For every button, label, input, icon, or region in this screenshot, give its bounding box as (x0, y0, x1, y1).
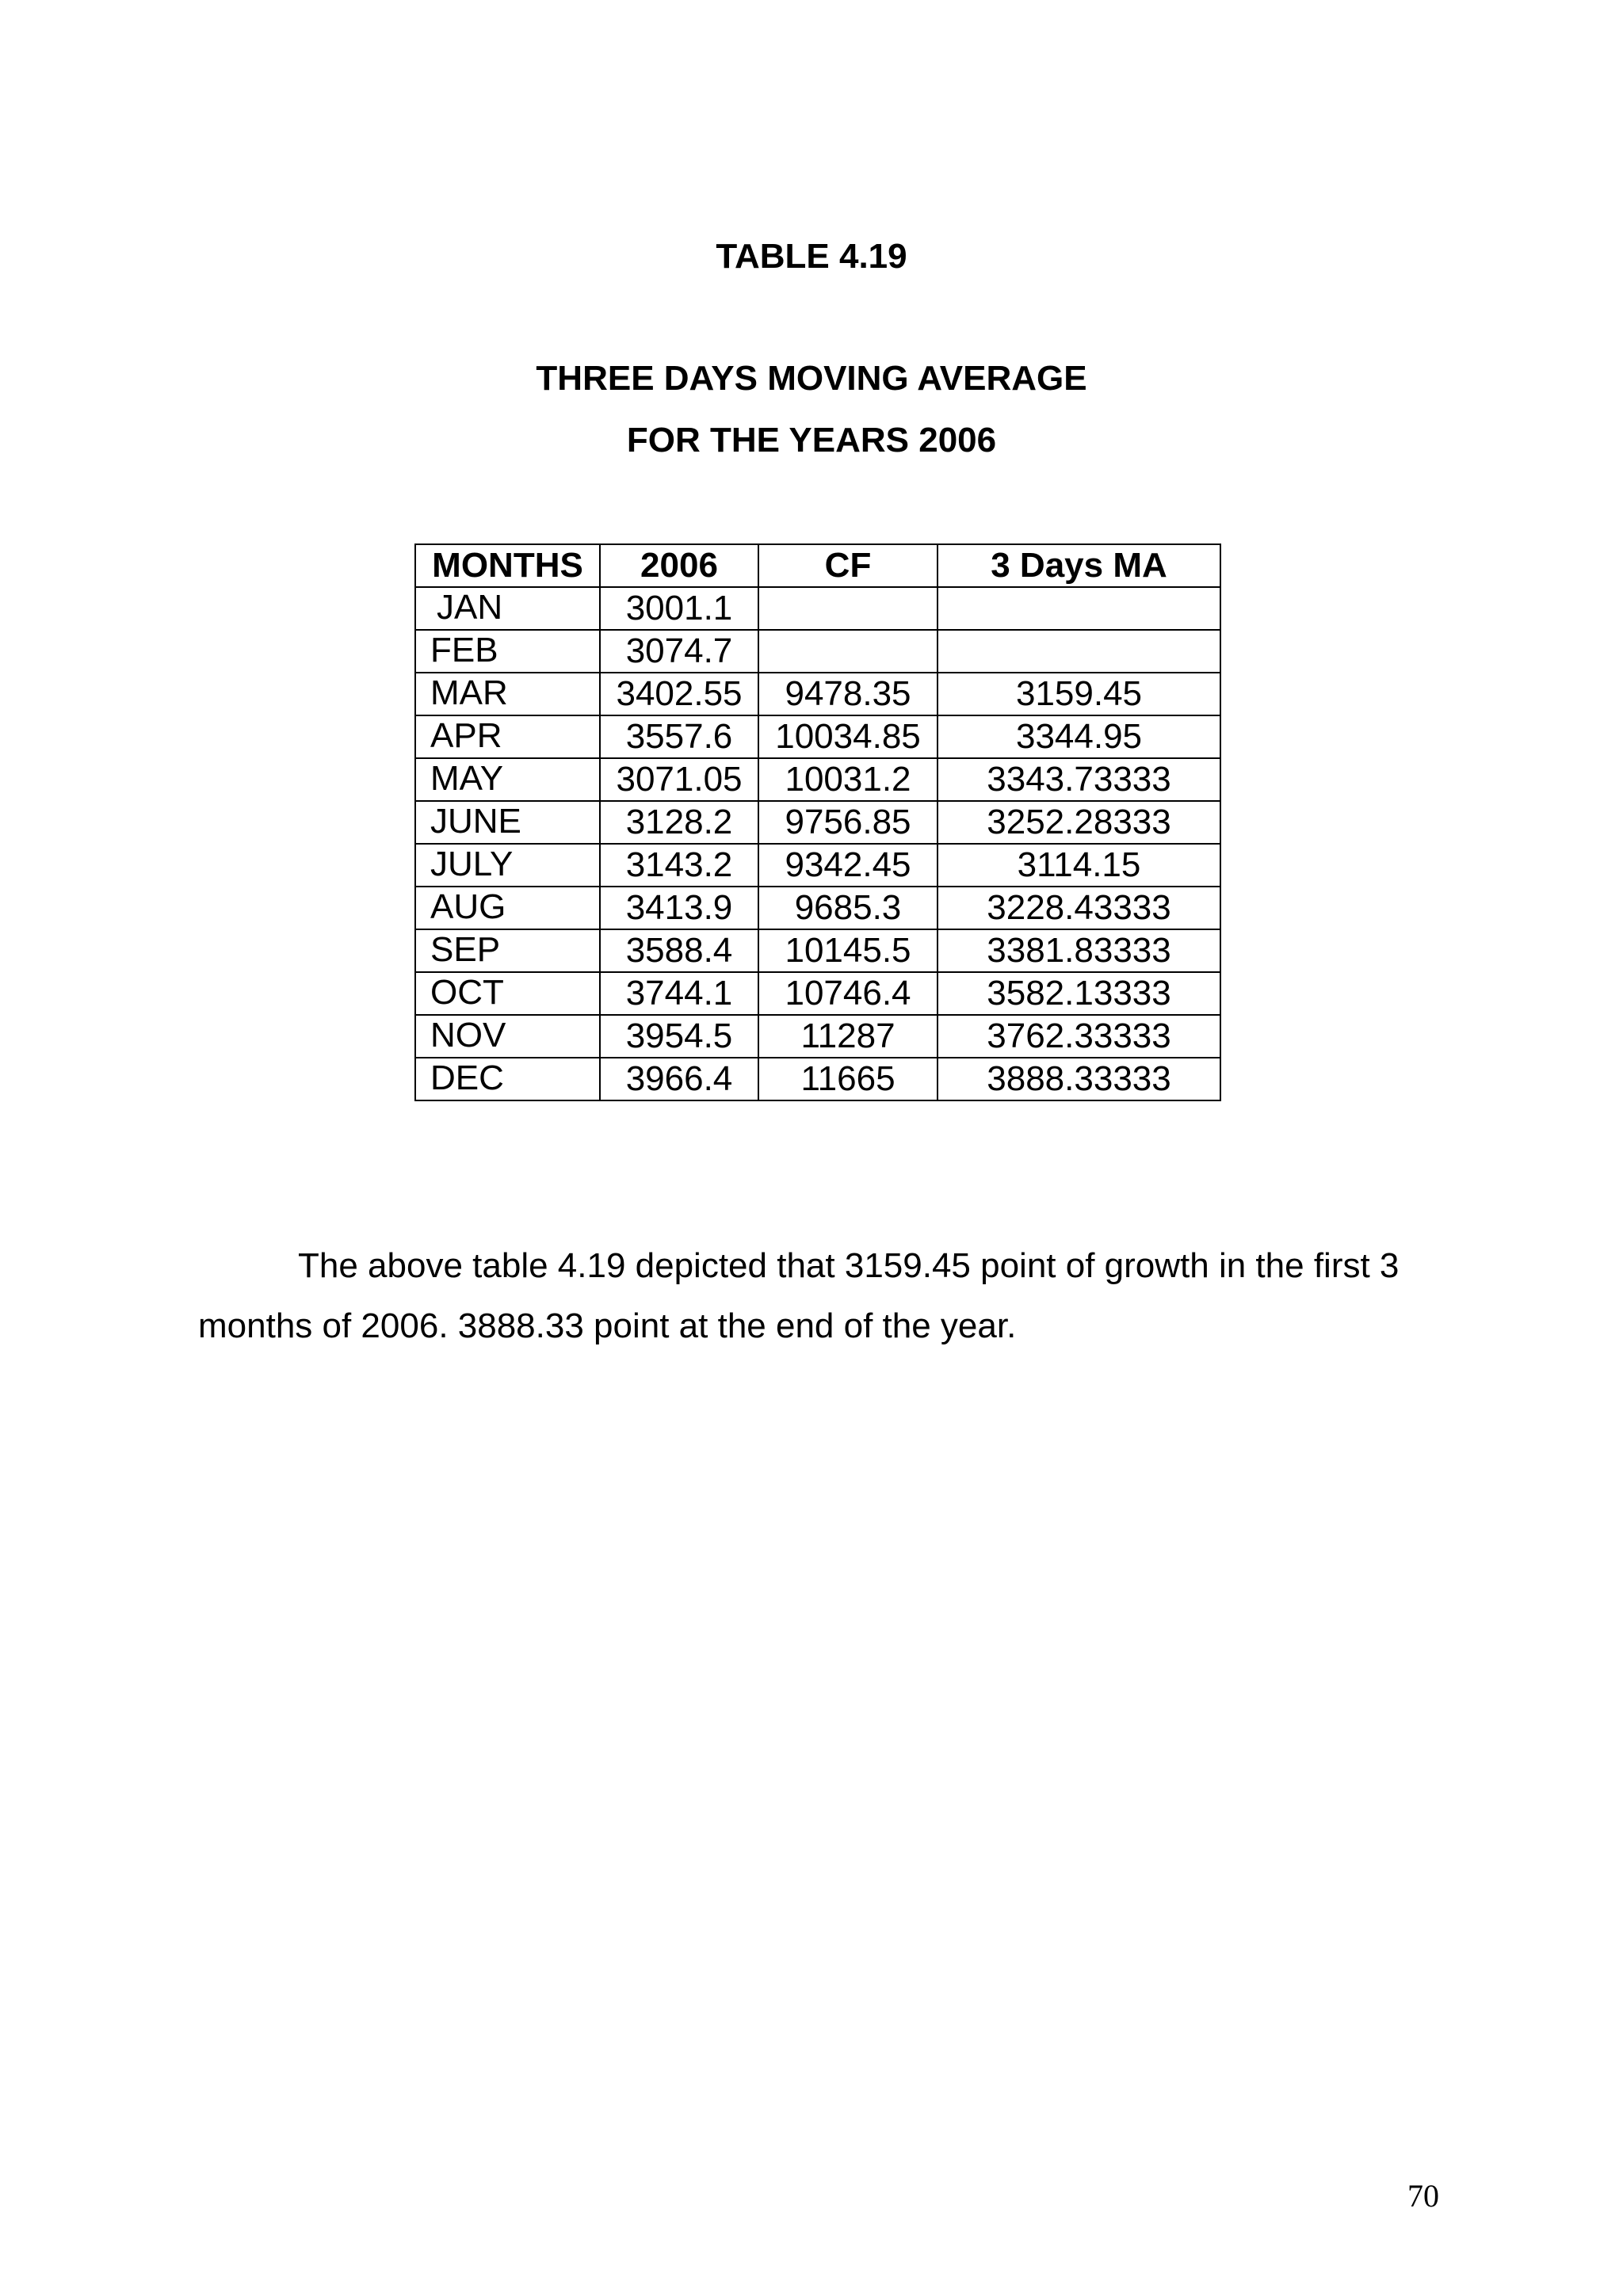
cell-month: SEP (415, 929, 600, 972)
table-row (415, 1058, 1220, 1100)
cell-2006: 3143.2 (600, 844, 758, 887)
table-row (415, 715, 1220, 758)
cell-cf: 9756.85 (758, 801, 938, 844)
cell-ma: 3888.33333 (938, 1058, 1220, 1100)
cell-cf: 10746.4 (758, 972, 938, 1015)
cell-month: DEC (415, 1058, 600, 1100)
table-row (415, 1015, 1220, 1058)
cell-ma: 3114.15 (938, 844, 1220, 887)
cell-month: APR (415, 715, 600, 758)
cell-month: JAN (415, 587, 600, 630)
cell-cf: 10145.5 (758, 929, 938, 972)
cell-month: JUNE (415, 801, 600, 844)
cell-ma (938, 587, 1220, 630)
cell-ma: 3343.73333 (938, 758, 1220, 801)
cell-ma (938, 630, 1220, 673)
cell-month: MAR (415, 673, 600, 715)
table-label: TABLE 4.19 (716, 237, 907, 276)
table-row (415, 801, 1220, 844)
cell-month: AUG (415, 887, 600, 929)
cell-cf: 11665 (758, 1058, 938, 1100)
cell-month: JULY (415, 844, 600, 887)
cell-month: MAY (415, 758, 600, 801)
header-2006: 2006 (600, 544, 758, 587)
table-row (415, 972, 1220, 1015)
cell-2006: 3588.4 (600, 929, 758, 972)
cell-month: FEB (415, 630, 600, 673)
table-row (415, 758, 1220, 801)
cell-2006: 3557.6 (600, 715, 758, 758)
cell-2006: 3402.55 (600, 673, 758, 715)
cell-cf (758, 630, 938, 673)
cell-ma: 3344.95 (938, 715, 1220, 758)
cell-ma: 3762.33333 (938, 1015, 1220, 1058)
table-title: THREE DAYS MOVING AVERAGE (536, 359, 1087, 398)
header-cf: CF (758, 544, 938, 587)
table-row (415, 630, 1220, 673)
table-row (415, 673, 1220, 715)
cell-ma: 3252.28333 (938, 801, 1220, 844)
cell-cf: 10031.2 (758, 758, 938, 801)
table-row (415, 929, 1220, 972)
header-3-days-ma: 3 Days MA (938, 544, 1220, 587)
moving-average-table (414, 543, 1221, 1101)
cell-cf (758, 587, 938, 630)
cell-ma: 3582.13333 (938, 972, 1220, 1015)
cell-2006: 3074.7 (600, 630, 758, 673)
cell-cf: 9342.45 (758, 844, 938, 887)
cell-cf: 10034.85 (758, 715, 938, 758)
cell-2006: 3413.9 (600, 887, 758, 929)
cell-2006: 3071.05 (600, 758, 758, 801)
cell-2006: 3001.1 (600, 587, 758, 630)
cell-2006: 3744.1 (600, 972, 758, 1015)
table-row (415, 587, 1220, 630)
cell-ma: 3381.83333 (938, 929, 1220, 972)
cell-ma: 3228.43333 (938, 887, 1220, 929)
table-row (415, 844, 1220, 887)
cell-2006: 3954.5 (600, 1015, 758, 1058)
paragraph-text: The above table 4.19 depicted that 3159.45 point of growth in the first 3 months of 2006. 3888.33 point at the end of the year. (198, 1246, 1400, 1345)
cell-month: OCT (415, 972, 600, 1015)
cell-cf: 9478.35 (758, 673, 938, 715)
cell-cf: 11287 (758, 1015, 938, 1058)
cell-ma: 3159.45 (938, 673, 1220, 715)
cell-month: NOV (415, 1015, 600, 1058)
cell-2006: 3966.4 (600, 1058, 758, 1100)
page-number: 70 (1407, 2178, 1439, 2214)
table-subtitle: FOR THE YEARS 2006 (626, 421, 997, 460)
body-paragraph (198, 1236, 1434, 1356)
cell-2006: 3128.2 (600, 801, 758, 844)
cell-cf: 9685.3 (758, 887, 938, 929)
table-row (415, 887, 1220, 929)
header-months: MONTHS (415, 544, 600, 587)
table-header-row (415, 544, 1220, 587)
